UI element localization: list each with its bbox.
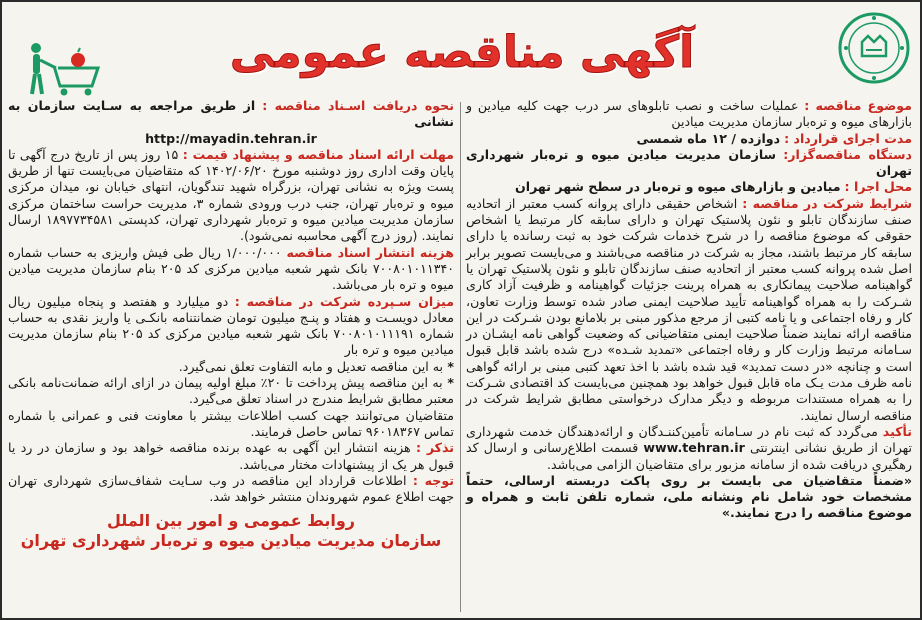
receive-paragraph xyxy=(8,98,454,131)
signature-line-2: سازمان مدیریت میادین میوه و تره‌بار شهرداری تهران xyxy=(20,531,442,551)
left-column xyxy=(8,98,456,616)
note-text-2: قسمت اطلاع‌رسانی و ارسال کد رهگیری دریافت شده از سامانه مزبور برای متقاضیان الزامی می‌باشد. xyxy=(466,440,912,472)
location-text: میادین و بازارهای میوه و تره‌بار در سطح شهر تهران xyxy=(515,179,841,195)
attention-text: اطلاعات قرارداد این مناقصه در وب سـایت شفاف‌سازی شهرداری تهران جهت اطلاع عموم شهروندان منتشر خواهد شد. xyxy=(8,472,454,505)
shopping-cart-icon xyxy=(26,38,106,98)
note-paragraph xyxy=(466,424,912,473)
conditions-label: شرایط شرکت در مناقصه : xyxy=(742,195,913,211)
receive-label: نحوه دریافت اسـناد مناقصه : xyxy=(262,98,454,113)
subject-paragraph xyxy=(466,98,912,131)
bullet-star-icon: * xyxy=(443,358,454,374)
deadline-paragraph xyxy=(8,147,454,245)
tehran-municipality-logo xyxy=(836,10,912,88)
attention-label: توجه : xyxy=(412,472,454,488)
bullet-star-icon: * xyxy=(442,375,454,391)
remark-label: تذکر : xyxy=(416,440,454,456)
bullet-2-text: به این مناقصه پیش پرداخت تا ۲۰٪ مبلغ اولیه پیمان در ازای ارائه ضمانت‌نامه بانکی معتبر مطابق شرایط مندرج در اسناد تعلق می‌گیرد. xyxy=(8,375,454,407)
location-paragraph xyxy=(466,179,912,195)
final-paragraph: «ضمناً متقاضیان می بایست بر روی پاکت دربسته ارسالی، حتماً مشخصات خود شامل نام ونشانه ملی، شماره تلفن ثابت و همراه و موضوع مناقصه را درج نمایند.» xyxy=(466,472,912,521)
deposit-label: میزان سـپرده شرکت در مناقصه : xyxy=(234,293,454,309)
fee-paragraph xyxy=(8,245,454,294)
organizer-label: دستگاه مناقصه‌گزار: xyxy=(783,146,912,162)
mayadin-website-link[interactable]: http://mayadin.tehran.ir xyxy=(145,130,317,146)
remark-text: هزینه انتشار این آگهی به عهده برنده مناقصه خواهد بود و سازمان در رد یا قبول هر یک از پیشنهادات مختار می‌باشد. xyxy=(8,440,454,472)
fee-text: ۱/۰۰۰/۰۰۰ ریال طی فیش واریزی به حساب شماره ۷۰۰۸۰۱۰۱۱۳۴۰ بانک شهر شعبه میادین مرکزی کد ۲۰۵ بنام سازمان مدیریت میادین میوه و تره بار می‌باشد. xyxy=(8,244,454,293)
organizer-paragraph xyxy=(466,147,912,180)
right-column xyxy=(466,98,912,616)
receive-url-line xyxy=(8,131,454,147)
bullet-1-text: به این مناقصه تعدیل و مابه التفاوت تعلق نمی‌گیرد. xyxy=(178,358,444,374)
subject-text: عملیات ساخت و نصب تابلوهای سر درب جهت کلیه میادین و بازارهای میوه و تره‌بار سازمان مدیریت میادین xyxy=(466,98,912,130)
bullet-2 xyxy=(8,375,454,408)
organizer-text: سازمان مدیریت میادین میوه و تره‌بار شهرداری تهران xyxy=(466,146,912,179)
header xyxy=(2,2,920,98)
signature-block xyxy=(8,511,454,551)
note-label: تأکید xyxy=(882,423,912,439)
duration-paragraph xyxy=(466,131,912,147)
deposit-paragraph xyxy=(8,294,454,359)
conditions-paragraph xyxy=(466,196,912,424)
signature-line-1: روابط عمومی و امور بین الملل xyxy=(107,511,355,531)
attention-paragraph xyxy=(8,473,454,506)
bullet-1 xyxy=(8,359,454,375)
remark-paragraph xyxy=(8,440,454,473)
tehran-website-link[interactable]: www.tehran.ir xyxy=(643,440,745,456)
note-text: می‌گردد که ثبت نام در سـامانه تأمین‌کننـدگان و ارائه‌دهندگان خدمت شهرداری تهران از طریق نشانی اینترنتی xyxy=(466,423,912,456)
receive-text: از طریق مراجعه به سـایت سازمان به نشانی xyxy=(8,98,454,130)
duration-text: دوازده / ۱۲ ماه شمسی xyxy=(636,130,781,146)
notice-title: آگهی مناقصه عمومی xyxy=(229,26,695,78)
duration-label: مدت اجرای قرارداد : xyxy=(784,130,912,146)
subject-label: موضوع مناقصه : xyxy=(804,98,912,113)
deadline-text: ۱۵ روز پس از تاریخ درج آگهی تا پایان وقت اداری روز دوشنبه مورخ ۱۴۰۲/۰۶/۲۰ که متقاضیان می‌بایست تنها از طریق پست ویژه به نشانی تهران، بزرگراه شهید تندگویان، انتهای خیابان نو، میدان مرکزی میوه و تره‌بار تهران، جنب درب ورودی شماره ۳، مدیریت حراست ساختمان مرکزی سازمان مدیریت میادین میوه و تره‌بار شهرداری تهران، کدپستی ۱۸۹۷۷۳۴۵۸۱ ارسال نمایند. (روز درج آگهی محاسبه نمی‌شود). xyxy=(8,146,455,244)
conditions-text: اشخاص حقیقی دارای پروانه کسب معتبر از اتحادیه صنف سازندگان تابلو و نئون پلاستیک تهران و دارای سابقه کار مرتبط یا اشخاص حقوقی که موضوع مناقصه را در شرح خدمات شرکت خود به ثبت رسانده یا دارای سابقه کار مرتبط باشند، مجاز به شرکت در مناقصه می‌باشند و می‌بایست تصویر برابر اصل شده پروانه کسب معتبر از اتحادیه صنف سازندگان تابلو و نئون پلاستیک تهران یا گواهینامه صلاحیت پیمانکاری به همراه پرینت جزئیات گواهینامه و ظرفیت آزاد کاری شـرکت را به همراه گواهینامه تأیید صلاحیت ایمنی صادر شده توسط وزارت تعاون، کار و رفاه اجتماعی و یا نامه کتبی از مرجع مذکور مبنی بر بلامانع بودن شـرکت در این مناقصه ارائه نمایند ضمناً صلاحیت ایمنی متقاضیانی که وضعیت گواهی نامه ایشـان در سـامانه مرتبط وزارت کار و رفاه اجتماعی «تمدید شـده» درج شده باشد قابل قبول است و چنانچه «در دست تمدید» قید شده باشد با اخذ تعهد کتبی مبنی بر ارائه گواهی نامه ظرف مدت یـک ماه قابل قبول خواهد بود همچنین می‌بایست کد اقتصادی شـرکت را به همراه مستندات مربوطه و دیگر مدارک درخواستی مطابق شرایط شرکت در مناقصه ارسال نمایند. xyxy=(466,195,912,423)
fee-label: هزینه انتشار اسناد مناقصه xyxy=(286,244,454,260)
deadline-label: مهلت ارائه اسناد مناقصه و پیشنهاد قیمت : xyxy=(182,146,454,162)
deposit-text: دو میلیارد و هفتصد و پنجاه میلیون ریال معادل دویسـت و هفتاد و پنـج میلیون تومان ضمانتنامه بانکـی یا واریز نقدی به حساب شماره ۷۰۰۸۰۱۰۱۱۱۹۱ بانک شهر شعبه میادین مرکزی کد ۲۰۵ بنام سازمان مدیریت میادین میوه و تره بار xyxy=(8,293,454,358)
location-label: محل اجرا : xyxy=(844,179,912,195)
column-divider xyxy=(460,102,461,612)
contact-paragraph: متقاضیان می‌توانند جهت کسب اطلاعات بیشتر با معاونت فنی و عمرانی با شماره تماس ۹۶۰۱۸۳۶۷ تماس حاصل فرمایند. xyxy=(8,407,454,439)
